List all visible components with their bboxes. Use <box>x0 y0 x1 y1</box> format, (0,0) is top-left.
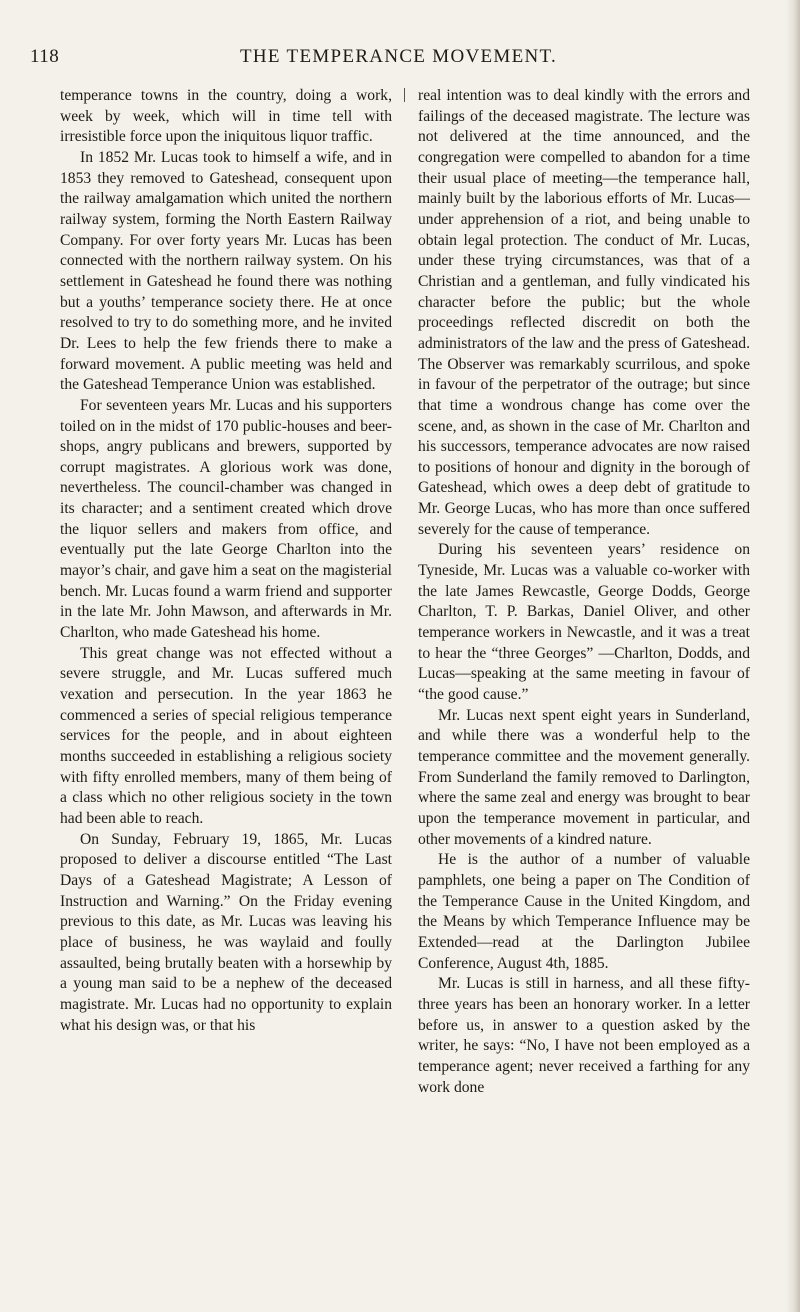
running-title: THE TEMPERANCE MOVEMENT. <box>240 46 558 67</box>
paragraph: Mr. Lucas next spent eight years in Sunderland, and while there was a wonderful help to the temperance committee and the movement generally. From Sunderland the family removed to Darlington, where the same zeal and energy was brought to bear upon the temperance movement in particular, and other movements of a kindred nature. <box>418 706 750 848</box>
column-divider <box>404 88 405 102</box>
paragraph: This great change was not effected without a severe struggle, and Mr. Lucas suffered much vexation and persecution. In the year 1863 he commenced a series of special religious temperance services for the people, and in about eighteen months succeeded in establishing a religious society with fifty enrolled members, many of them being of a class which no other religious society in the town had been able to reach. <box>60 644 392 827</box>
left-column <box>60 86 392 1036</box>
page-number: 118 <box>30 46 60 67</box>
paragraph: temperance towns in the country, doing a work, week by week, which will in time tell with irresistible force upon the iniquitous liquor traffic. <box>60 87 392 146</box>
paragraph: Mr. Lucas is still in harness, and all these fifty-three years has been an honorary worker. In a letter before us, in answer to a question asked by the writer, he says: “No, I have not been employed as a temperance agent; never received a farthing for any work done <box>418 975 750 1096</box>
right-column <box>418 86 750 1098</box>
paragraph: On Sunday, February 19, 1865, Mr. Lucas proposed to deliver a discourse entitled “The Last Days of a Gateshead Magistrate; A Lesson of Instruction and Warning.” On the Friday evening previous to this date, as Mr. Lucas was leaving his place of business, he was waylaid and foully assaulted, being brutally beaten with a horsewhip by a young man said to be a nephew of the deceased magistrate. Mr. Lucas had no opportunity to explain what his design was, or that his <box>60 830 392 1034</box>
paragraph: For seventeen years Mr. Lucas and his supporters toiled on in the midst of 170 public-houses and beer-shops, angry publicans and brewers, supported by corrupt magistrates. A glorious work was done, nevertheless. The council-chamber was changed in its character; and a sentiment created which drove the liquor sellers and makers from office, and eventually put the late George Charlton into the mayor’s chair, and gave him a seat on the magisterial bench. Mr. Lucas found a warm friend and supporter in the late Mr. John Mawson, and afterwards in Mr. Charlton, who made Gateshead his home. <box>60 396 392 642</box>
paragraph: In 1852 Mr. Lucas took to himself a wife, and in 1853 they removed to Gateshead, consequent upon the railway amalgamation which united the northern railway system, forming the North Eastern Railway Company. For over forty years Mr. Lucas has been connected with the northern railway system. On his settlement in Gateshead he found there was nothing but a youths’ temperance society there. He at once resolved to try to do something more, and he invited Dr. Lees to help the few friends there to make a forward movement. A public meeting was held and the Gateshead Temperance Union was established. <box>60 148 392 394</box>
running-head <box>30 46 750 70</box>
paragraph: He is the author of a number of valuable pamphlets, one being a paper on The Condition of the Temperance Cause in the United Kingdom, and the Means by which Temperance Influence may be Extended—read at the Darlington Jubilee Conference, August 4th, 1885. <box>418 851 750 972</box>
paragraph: During his seventeen years’ residence on Tyneside, Mr. Lucas was a valuable co-worker with the late James Rewcastle, George Dodds, George Charlton, T. P. Barkas, Daniel Oliver, and other temperance workers in Newcastle, and it was a treat to hear the “three Georges” —Charlton, Dodds, and Lucas—speaking at the same meeting in favour of “the good cause.” <box>418 541 750 704</box>
paragraph: real intention was to deal kindly with the errors and failings of the deceased magistrate. The lecture was not delivered at the time announced, and the congregation were compelled to abandon for a time their usual place of meeting—the temperance hall, mainly built by the laborious efforts of Mr. Lucas—under apprehension of a riot, and being unable to obtain legal protection. The conduct of Mr. Lucas, under these trying circumstances, was that of a Christian and a gentleman, and fully vindicated his character before the public; but the whole proceedings reflected discredit on both the administrators of the law and the press of Gateshead. The Observer was remarkably scurrilous, and spoke in favour of the perpetrator of the outrage; but since that time a wondrous change has come over the scene, and, as shown in the case of Mr. Charlton and his successors, temperance advocates are now raised to positions of honour and dignity in the borough of Gateshead, which owes a deep debt of gratitude to Mr. George Lucas, who has more than once suffered severely for the cause of temperance. <box>418 87 750 538</box>
page-edge-shadow <box>786 0 800 1312</box>
